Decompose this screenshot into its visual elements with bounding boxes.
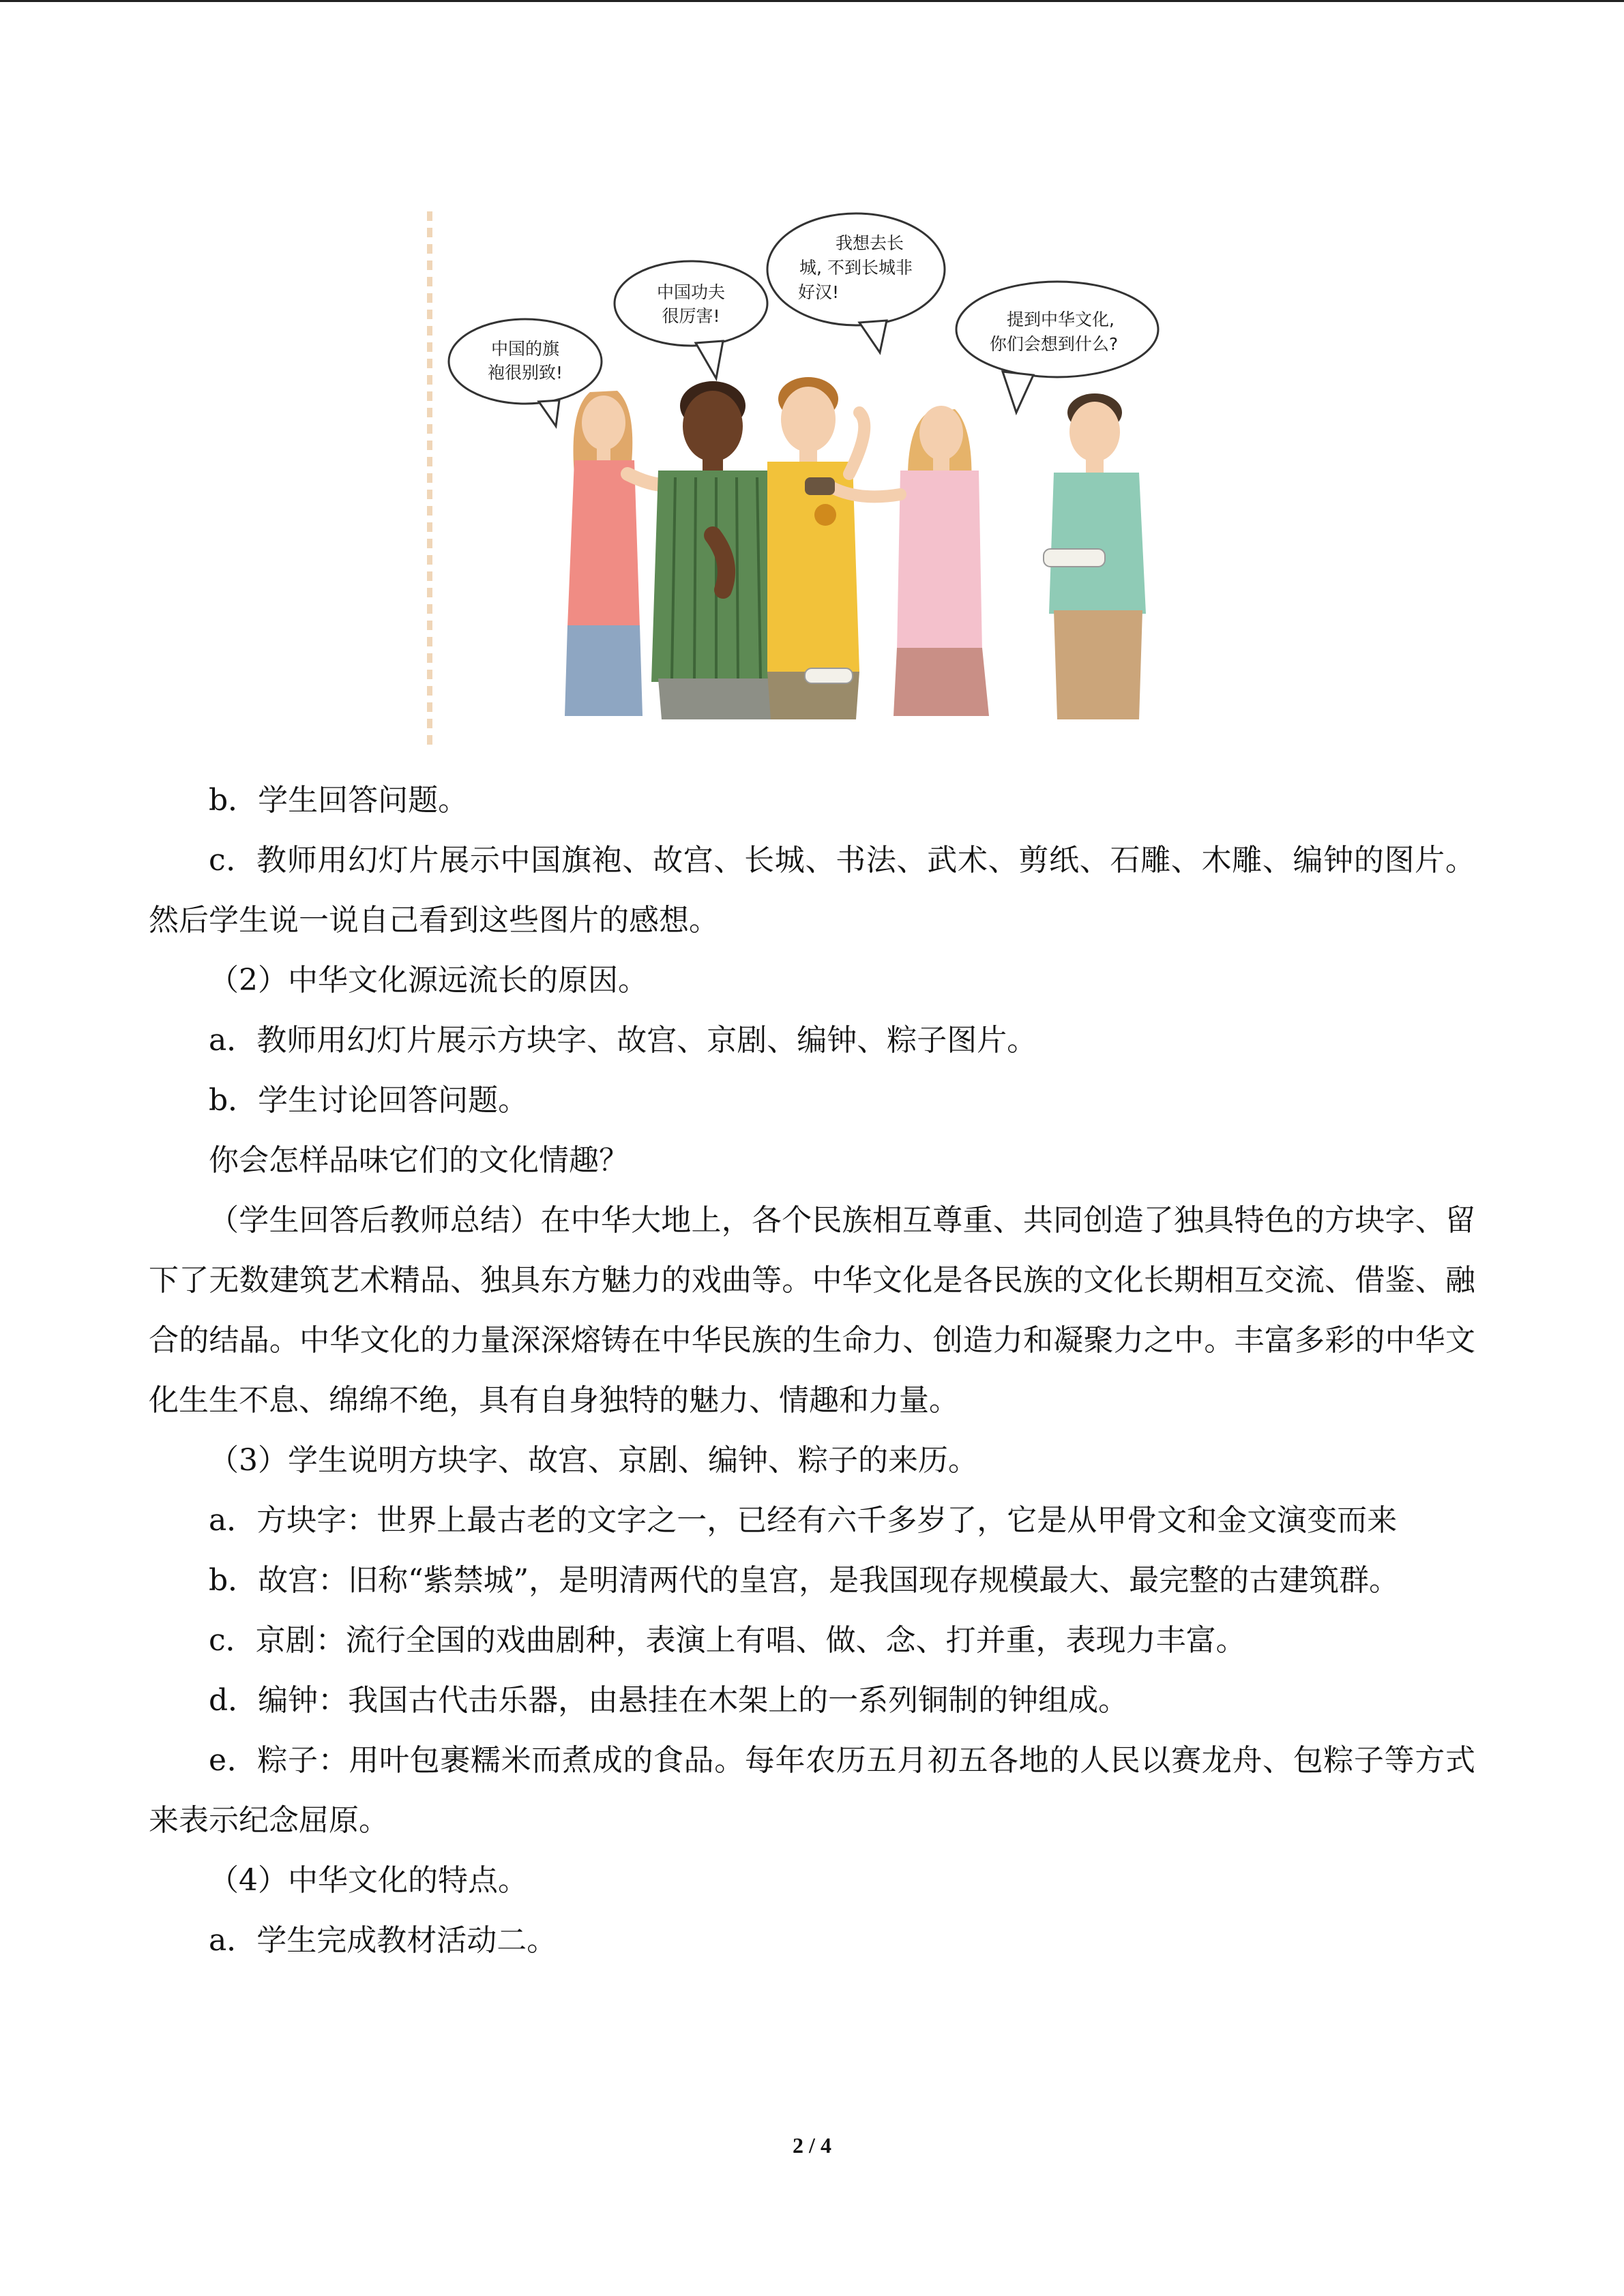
paragraph-8: （3）学生说明方块字、故宫、京剧、编钟、粽子的来历。 <box>209 1443 978 1478</box>
student-boy-teal <box>1044 393 1146 719</box>
document-body <box>149 771 1475 1971</box>
paragraph-4: a．教师用幻灯片展示方块字、故宫、京剧、编钟、粽子图片。 <box>209 1023 1037 1058</box>
paragraph-9: a．方块字：世界上最古老的文字之一，已经有六千多岁了，它是从甲骨文和金文演变而来 <box>209 1503 1398 1538</box>
bubble-qipao-line2: 袍很别致! <box>487 363 563 383</box>
paragraph-1: b．学生回答问题。 <box>209 783 469 818</box>
bubble-gongfu-line2: 很厉害! <box>662 306 720 326</box>
speech-bubble-changcheng <box>767 213 945 353</box>
page-top-border <box>0 0 1624 2</box>
paragraph-14: （4）中华文化的特点。 <box>209 1863 528 1898</box>
students-discussion-illustration <box>423 208 1282 754</box>
illustration-svg <box>423 208 1282 754</box>
paragraph-7: （学生回答后教师总结）在中华大地上，各个民族相互尊重、共同创造了独具特色的方块字、留下了无数建筑艺术精品、独具东方魅力的戏曲等。中华文化是各民族的文化长期相互交流、借鉴、融合的结晶。中华文化的力量深深熔铸在中华民族的生命力、创造力和凝聚力之中。丰富多彩的中华文化生生不息、绵绵不绝，具有自身独特的魅力、情趣和力量。 <box>149 1203 1475 1418</box>
paragraph-2: c．教师用幻灯片展示中国旗袍、故宫、长城、书法、武术、剪纸、石雕、木雕、编钟的图片。然后学生说一说自己看到这些图片的感想。 <box>149 843 1475 938</box>
student-boy-yellow <box>767 377 864 719</box>
bubble-qipao-line1: 中国的旗 <box>490 339 560 359</box>
bubble-changcheng-line3: 好汉! <box>797 282 840 302</box>
paragraph-6: 你会怎样品味它们的文化情趣？ <box>209 1143 629 1178</box>
paragraph-5: b．学生讨论回答问题。 <box>209 1083 529 1118</box>
bubble-question-line2: 你们会想到什么? <box>989 334 1119 354</box>
bubble-changcheng-line1: 我想去长 <box>835 233 904 253</box>
speech-bubble-question <box>956 282 1158 413</box>
student-boy-green <box>651 381 774 719</box>
paragraph-11: c．京剧：流行全国的戏曲剧种，表演上有唱、做、念、打并重，表现力丰富。 <box>209 1623 1246 1658</box>
paragraph-10: b．故宫：旧称“紫禁城”，是明清两代的皇宫，是我国现存规模最大、最完整的古建筑群。 <box>209 1563 1400 1598</box>
paragraph-12: d．编钟：我国古代击乐器，由悬挂在木架上的一系列铜制的钟组成。 <box>209 1683 1129 1718</box>
speech-bubble-gongfu <box>615 261 767 378</box>
bubble-question-line1: 提到中华文化, <box>1007 310 1114 329</box>
paragraph-13: e．粽子：用叶包裹糯米而煮成的食品。每年农历五月初五各地的人民以赛龙舟、包粽子等方式来表示纪念屈原。 <box>149 1743 1475 1838</box>
page-number: 2 / 4 <box>793 2133 831 2158</box>
bubble-gongfu-line1: 中国功夫 <box>656 282 726 302</box>
paragraph-15: a．学生完成教材活动二。 <box>209 1923 557 1958</box>
bubble-changcheng-line2: 城, 不到长城非 <box>799 258 913 278</box>
paragraph-3: （2）中华文化源远流长的原因。 <box>209 963 648 998</box>
